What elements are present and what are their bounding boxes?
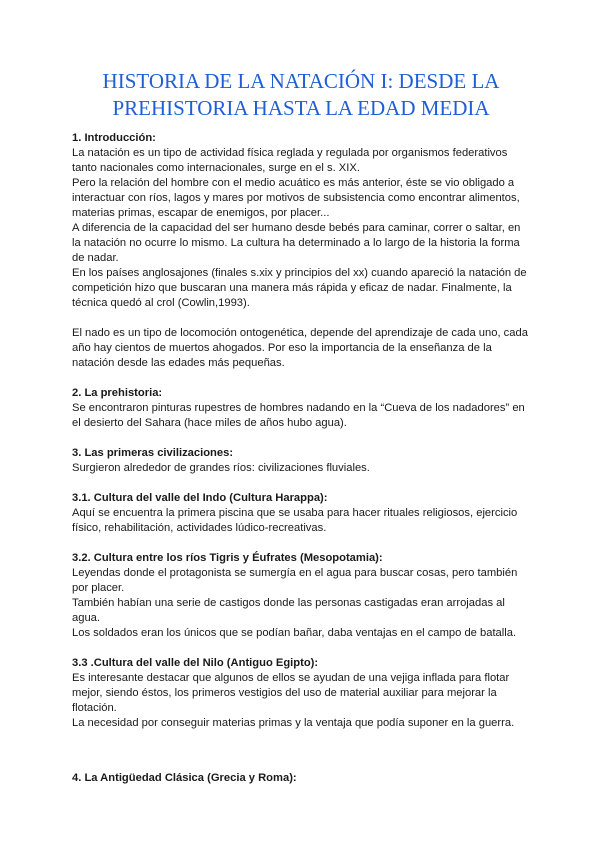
section-heading: 1. Introducción: bbox=[72, 132, 156, 144]
section-valle-indo bbox=[72, 491, 530, 536]
spacer bbox=[72, 641, 530, 656]
spacer bbox=[72, 371, 530, 386]
spacer bbox=[72, 431, 530, 446]
spacer bbox=[72, 536, 530, 551]
paragraph: En los países anglosajones (finales s.xix y principios del xx) cuando apareció la natación de competición hizo que buscaran una manera más rápida y eficaz de nadar. Finalmente, la técnica quedó al crol (Cowlin,1993). bbox=[72, 267, 527, 309]
spacer bbox=[72, 731, 530, 771]
spacer bbox=[72, 311, 530, 326]
paragraph: A diferencia de la capacidad del ser humano desde bebés para caminar, correr o saltar, en la natación no ocurre lo mismo. La cultura ha determinado a lo largo de la historia la forma de nadar. bbox=[72, 222, 521, 264]
paragraph: La necesidad por conseguir materias primas y la ventaja que podía suponer en la guerra. bbox=[72, 717, 515, 729]
section-heading: 3.3 .Cultura del valle del Nilo (Antiguo Egipto): bbox=[72, 657, 319, 669]
paragraph: La natación es un tipo de actividad física reglada y regulada por organismos federativos tanto nacionales como internacionales, surge en el s. XIX. bbox=[72, 147, 508, 174]
section-heading: 4. La Antigüedad Clásica (Grecia y Roma): bbox=[72, 772, 297, 784]
paragraph: El nado es un tipo de locomoción ontogenética, depende del aprendizaje de cada uno, cada año hay cientos de muertos ahogados. Por eso la importancia de la enseñanza de la natación desde las edades más pequeñas. bbox=[72, 327, 528, 369]
paragraph: Aquí se encuentra la primera piscina que se usaba para hacer rituales religiosos, ejercicio físico, rehabilitación, actividades lúdico-recreativas. bbox=[72, 507, 518, 534]
section-egipto bbox=[72, 656, 530, 731]
section-mesopotamia bbox=[72, 551, 530, 641]
section-heading: 3.2. Cultura entre los ríos Tigris y Éufrates (Mesopotamia): bbox=[72, 552, 383, 564]
paragraph: También habían una serie de castigos donde las personas castigadas eran arrojadas al agua. bbox=[72, 597, 505, 624]
spacer bbox=[72, 476, 530, 491]
paragraph: Se encontraron pinturas rupestres de hombres nadando en la “Cueva de los nadadores” en el desierto del Sahara (hace miles de años hubo agua). bbox=[72, 402, 525, 429]
paragraph: Los soldados eran los únicos que se podían bañar, daba ventajas en el campo de batalla. bbox=[72, 627, 517, 639]
section-primeras-civilizaciones bbox=[72, 446, 530, 476]
paragraph: Pero la relación del hombre con el medio acuático es más anterior, éste se vio obligado a interactuar con ríos, lagos y mares por motivos de subsistencia como encontrar alimentos, materias primas, escapar de enemigos, por placer... bbox=[72, 177, 520, 219]
section-prehistoria bbox=[72, 386, 530, 431]
paragraph: Surgieron alrededor de grandes ríos: civilizaciones fluviales. bbox=[72, 462, 370, 474]
section-introduccion bbox=[72, 131, 530, 371]
section-heading: 3.1. Cultura del valle del Indo (Cultura Harappa): bbox=[72, 492, 328, 504]
paragraph: Es interesante destacar que algunos de ellos se ayudan de una vejiga inflada para flotar mejor, siendo éstos, los primeros vestigios del uso de material auxiliar para mejorar la flotación. bbox=[72, 672, 510, 714]
section-antiguedad-clasica bbox=[72, 771, 530, 786]
section-heading: 2. La prehistoria: bbox=[72, 387, 163, 399]
section-heading: 3. Las primeras civilizaciones: bbox=[72, 447, 234, 459]
document-title: HISTORIA DE LA NATACIÓN I: DESDE LA PREHISTORIA HASTA LA EDAD MEDIA bbox=[102, 69, 500, 120]
paragraph: Leyendas donde el protagonista se sumergía en el agua para buscar cosas, pero también por placer. bbox=[72, 567, 518, 594]
